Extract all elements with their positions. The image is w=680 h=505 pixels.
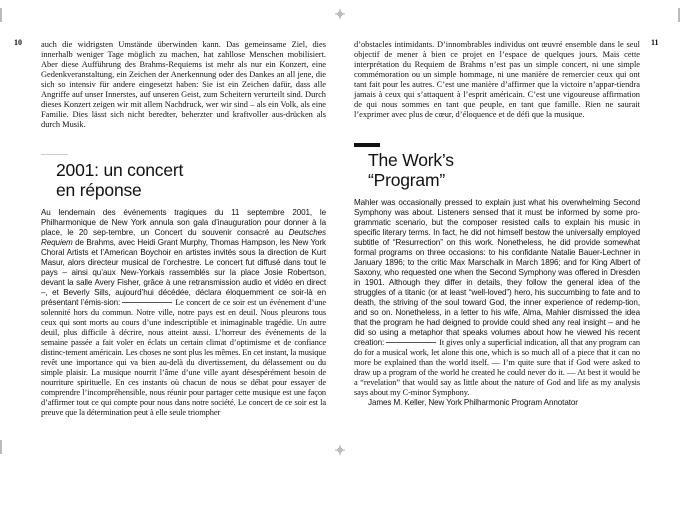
german-text: auch die widrigsten Umstände überwinden kann. Das gemeinsame Ziel, dies innerhalb weniger Tage möglich zu machen, hat zahllose Menschen mobilisiert. Aber diese Aufführung des Brahms-Requiems ist mehr als nur ein Konzert, eine Gedenkveranstaltung, ein Zeichen der Anerkennung oder des Dankes an all jene, die sich so intensiv für andere eingesetzt haben: Sie ist ein Zeichen dafür, dass alle Angriffe auf unser Innerstes, auf unseren Geist, zum Scheitern verurteilt sind. Durch dieses Konzert zeigen wir mit allem Nachdruck, wer wir sind – als ein Volk, als eine Familie. Dies lässt sich nicht beredter, beherzter und kraftvoller aus-drücken als durch Musik.: [41, 40, 326, 129]
crop-mark-bottom-left: [0, 440, 2, 454]
heading-concert-response: [56, 160, 316, 200]
registration-mark-bottom: [335, 445, 345, 455]
heading-line-2: “Program”: [368, 170, 445, 190]
heading-line-1: The Work’s: [368, 150, 454, 170]
heading-rule-right: [354, 143, 380, 147]
german-paragraph: [41, 40, 326, 130]
french-quote-text: Le concert de ce soir est un événement d’une solennité hors du commun. Notre ville, notre pays est en deuil. Nous pleurons tous ceux qui sont morts au cours d’une indescriptible et inimaginable tragédie. Un autre deuil, plus difficile à décrire, nous atteint aussi. L’horreur des événements de la semaine passée a fait voler en éclats un certain climat d’optimisme et de confiance distinc-tement américain. Les choses ne sont plus les mêmes. En cet instant, la musique revêt une importance qui va bien au-delà du divertissement, du délassement ou du simple plaisir. La musique nourrit l’âme d’une ville ayant désespérément besoin de nourriture spirituelle. En ces instants où chacun de nous se débat pour essayer de comprendre l’incompréhensible, nous réunir pour partager cette musique est une façon d’affirmer tout ce qui compte pour nous dans notre société. Le concert de ce soir est la preuve que la détermination peut à elle seule triompher: [41, 298, 326, 417]
english-intro-text: Mahler was occasionally pressed to explain just what his overwhelming Second Symphony was about. Listeners sensed that it must be informed by some pro-grammatic scenario, but the composer resisted calls to explain his music in specific literary terms. In fact, he did not himself bestow the universally employed subtitle of “Resurrection” on this work. Nonetheless, he did provide somewhat formal programs on three occasions: to his confidante Natalie Bauer-Lechner in January 1896; to the critic Max Marschalk in March 1896; and for King Albert of Saxony, who requested one when the Second Symphony was offered in Dresden in 1901. Although they differ in details, they follow the general idea of the struggles of a titanic (or at least “well-loved”) hero, his succumbing to fate and to death, the striving of the soul toward God, the inner experience of redemp-tion, and so on. Nonetheless, in a letter to his wife, Alma, Mahler dismissed the idea that the program he had deigned to provide could shed any real insight – and he did so using a metaphor that speaks volumes about how he viewed his recent creation:: [354, 198, 640, 347]
crop-mark-top-left: [0, 8, 2, 22]
quote-dash: [122, 302, 172, 303]
heading-rule-left: [41, 154, 68, 155]
french-intro-paragraph: [41, 208, 326, 418]
page-number-right: 11: [651, 38, 659, 47]
attribution: James M. Keller, New York Philharmonic Program Annotator: [368, 398, 578, 407]
french-intro-italic-title: Deutsches Requiem: [41, 228, 326, 247]
french-intro-text-1: Au lendemain des événements tragiques du 11 septembre 2001, le Philharmonique de New York annula son gala d’inauguration pour donner à la place, le 20 sep-tembre, un Concert du souvenir consacré au: [41, 208, 326, 237]
heading-line-1: 2001: un concert: [56, 160, 184, 180]
quote-dash: [386, 342, 436, 343]
french-continuation-paragraph: [354, 40, 640, 120]
english-intro-paragraph: [354, 198, 640, 408]
french-continuation-text: d’obstacles intimidants. D’innombrables individus ont œuvré ensemble dans le seul objectif de mener à bien ce projet en l’espace de quelques jours. Mais cette interprétation du Requiem de Brahms n’est pas un simple concert, ni une simple commémoration ou un simple hommage, ni une manière de remercier ceux qui ont tant fait pour les autres. C’est une manière d’affirmer que la victoire n’appar-tiendra jamais à ceux qui s’attaquent à l’esprit américain. C’est une vigoureuse affirmation de qui nous sommes en tant que peuple, en tant que famille. Rien ne saurait l’exprimer avec plus de cœur, d’éloquence et de défi que la musique.: [354, 40, 640, 119]
heading-line-2: en réponse: [56, 180, 142, 200]
heading-works-program: [368, 150, 628, 190]
english-quote-text: It gives only a superficial indication, all that any program can do for a musical work, let alone this one, which is so much all of a piece that it can no more be explained than the world itself. — I’m quite sure that if God were asked to draw up a program of the world he created he could never do it. — At best it would be a “revelation” that would say as little about the nature of God and life as my analysis says about my C-minor Symphony.: [354, 338, 640, 397]
french-intro-text-2: de Brahms, avec Heidi Grant Murphy, Thomas Hampson, les New York Choral Artists et l’American Boychoir en artistes invités sous la direction de Kurt Masur, alors directeur musical de l’orchestre. Le concert fut diffusé dans tout le pays – ainsi qu’aux New-Yorkais rassemblés sur la place Josie Robertson, devant la salle Avery Fisher, grâce à une retransmission audio et vidéo en direct –, et Beverly Sills, aujourd’hui décédée, déclara éloquemment ce soir-là en présentant l’émis-sion:: [41, 238, 326, 307]
registration-mark-top: [335, 9, 345, 19]
page-number-left: 10: [14, 38, 22, 47]
